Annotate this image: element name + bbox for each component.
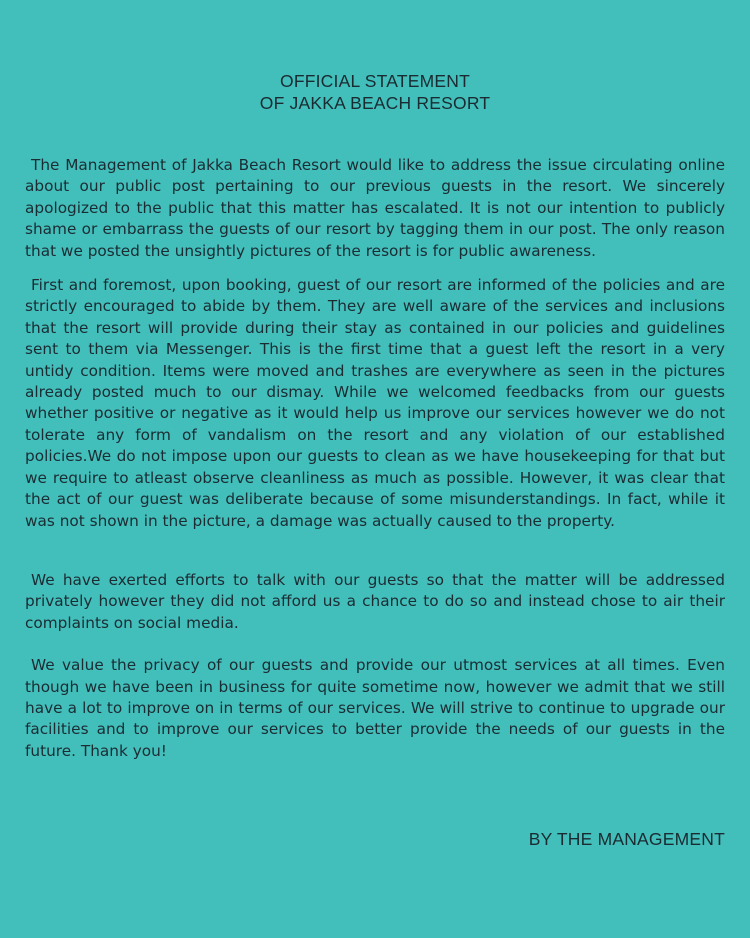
statement-title-line-2: OF JAKKA BEACH RESORT [259,93,491,113]
statement-signature: BY THE MANAGEMENT [528,829,725,849]
paragraph-spacer-2 [25,532,725,570]
paragraph-spacer-3 [25,634,725,655]
statement-paragraph-2: First and foremost, upon booking, guest of our resort are informed of the policies and are strictly encouraged to abide by them. They are well aware of the services and inclusions that the resort will provide during their stay as contained in our policies and guidelines sent to them via Messenger. This is the first time that a guest left the resort in a very untidy condition. Items were moved and trashes are everywhere as seen in the pictures already posted much to our dismay. While we welcomed feedbacks from our guests whether positive or negative as it would help us improve our services however we do not tolerate any form of vandalism on the resort and any violation of our established policies.We do not impose upon our guests to clean as we have housekeeping for that but we require to atleast observe cleanliness as much as possible. However, it was clear that the act of our guest was deliberate because of some misunderstandings. In fact, while it was not shown in the picture, a damage was actually caused to the property. [25,276,725,530]
statement-title-line-1: OFFICIAL STATEMENT [280,71,470,91]
statement-paragraph-4: We value the privacy of our guests and provide our utmost services at all times. Even though we have been in business for quite sometime now, however we admit that we still have a lot to improve on in terms of our services. We will strive to continue to upgrade our facilities and to improve our services to better provide the needs of our guests in the future. Thank you! [25,656,725,760]
paragraph-spacer-1 [25,262,725,275]
statement-body [25,155,725,762]
statement-paragraph-1: The Management of Jakka Beach Resort would like to address the issue circulating online about our public post pertaining to our previous guests in the resort. We sincerely apologized to the public that this matter has escalated. It is not our intention to publicly shame or embarrass the guests of our resort by tagging them in our post. The only reason that we posted the unsightly pictures of the resort is for public awareness. [25,156,725,260]
statement-header [0,70,750,114]
statement-paragraph-3: We have exerted efforts to talk with our guests so that the matter will be addressed privately however they did not afford us a chance to do so and instead chose to air their complaints on social media. [25,570,725,632]
